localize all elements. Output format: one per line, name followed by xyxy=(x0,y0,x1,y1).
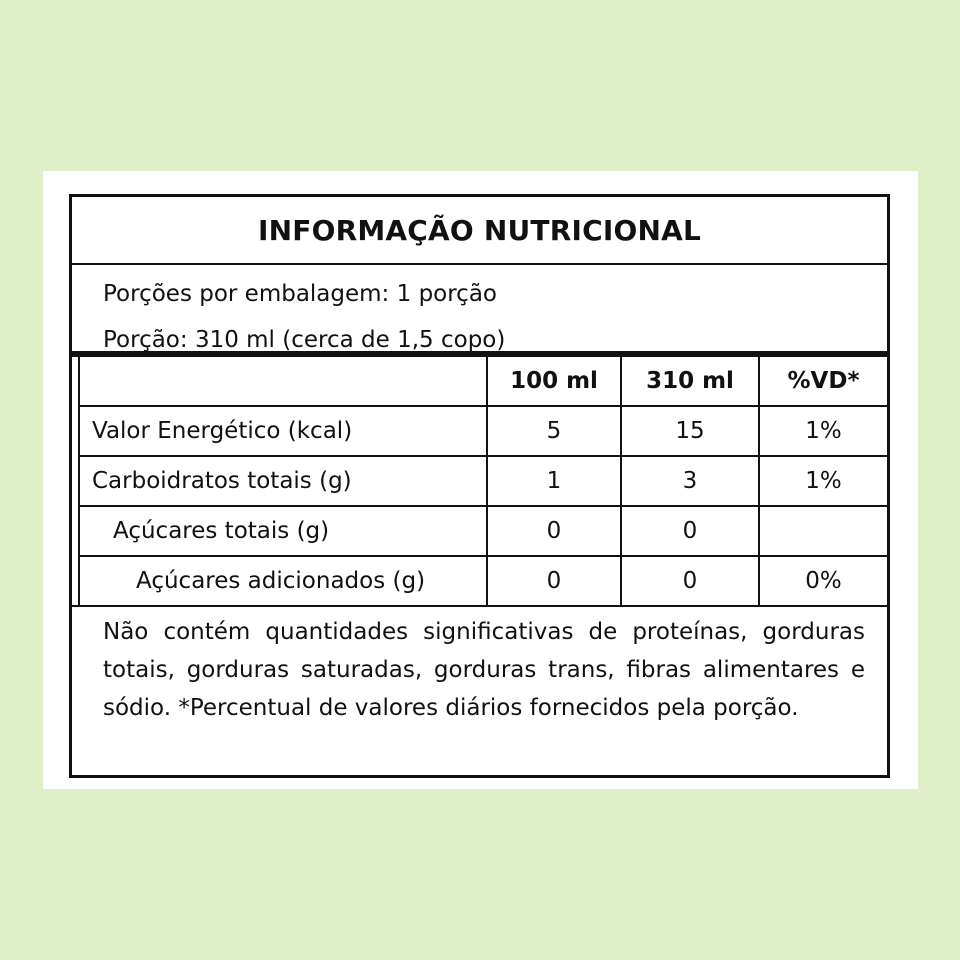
nutrient-name: Carboidratos totais (g) xyxy=(80,456,487,506)
value-310ml: 3 xyxy=(621,456,759,506)
value-310ml: 15 xyxy=(621,406,759,456)
table-row xyxy=(80,456,887,506)
nutrition-table-wrap xyxy=(72,357,887,607)
nutrition-facts-label xyxy=(69,194,890,778)
table-row xyxy=(80,556,887,605)
nutrient-name: Valor Energético (kcal) xyxy=(80,406,487,456)
value-100ml: 0 xyxy=(487,556,621,605)
header-100ml: 100 ml xyxy=(487,357,621,406)
footnote: Não contém quantidades significativas de proteínas, gorduras totais, gorduras saturadas, gorduras trans, fibras alimentares e sódio. *Percentual de valores diários fornecidos pela porção. xyxy=(103,619,865,721)
table-row xyxy=(80,506,887,556)
portion-size: Porção: 310 ml (cerca de 1,5 copo) xyxy=(103,327,506,353)
portions-per-package: Porções por embalagem: 1 porção xyxy=(103,281,497,307)
value-100ml: 1 xyxy=(487,456,621,506)
title-row xyxy=(72,197,887,265)
table-left-strip xyxy=(72,357,80,605)
value-vd: 0% xyxy=(805,568,842,594)
nutrient-name: Açúcares adicionados (g) xyxy=(80,556,487,605)
portion-info xyxy=(72,265,887,357)
value-vd xyxy=(759,506,887,556)
header-310ml: 310 ml xyxy=(621,357,759,406)
nutrition-table xyxy=(80,357,887,605)
table-header-row xyxy=(80,357,887,406)
nutrient-name: Açúcares totais (g) xyxy=(80,506,487,556)
value-100ml: 0 xyxy=(487,506,621,556)
value-100ml: 5 xyxy=(487,406,621,456)
value-vd: 1% xyxy=(759,406,887,456)
table-row xyxy=(80,406,887,456)
label-title: INFORMAÇÃO NUTRICIONAL xyxy=(257,213,701,247)
header-vd: %VD* xyxy=(759,357,887,406)
value-310ml: 0 xyxy=(621,556,759,605)
value-vd: 1% xyxy=(759,456,887,506)
header-nutrient xyxy=(80,357,487,406)
value-310ml: 0 xyxy=(621,506,759,556)
